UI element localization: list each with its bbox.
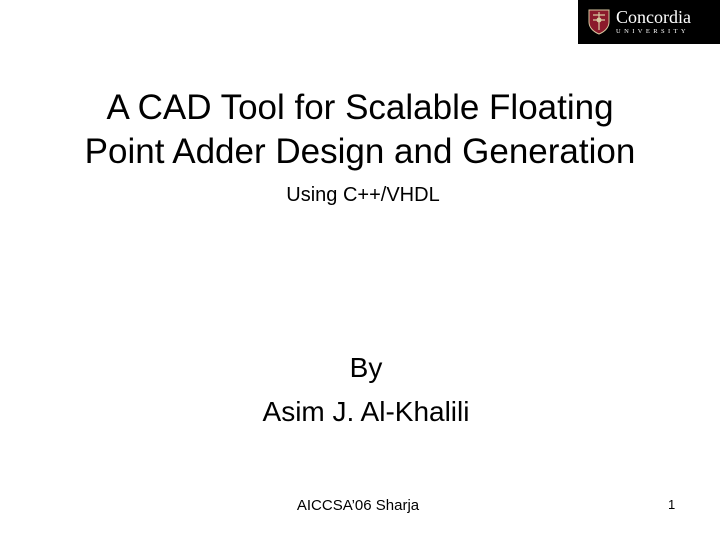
slide-title (0, 86, 720, 174)
footer-text: AICCSA’06 Sharja (296, 497, 420, 514)
university-crest-icon (588, 9, 610, 35)
concordia-logo (578, 0, 720, 44)
logo-name: Concordia (616, 7, 691, 28)
logo-subtitle: UNIVERSITY (616, 28, 689, 36)
title-line-1: A CAD Tool for Scalable Floating (106, 88, 614, 127)
slide-subtitle: Using C++/VHDL (286, 184, 440, 206)
title-line-2: Point Adder Design and Generation (84, 132, 636, 171)
author-name: Asim J. Al-Khalili (262, 396, 470, 427)
by-label: By (349, 352, 383, 383)
page-number: 1 (668, 497, 676, 512)
